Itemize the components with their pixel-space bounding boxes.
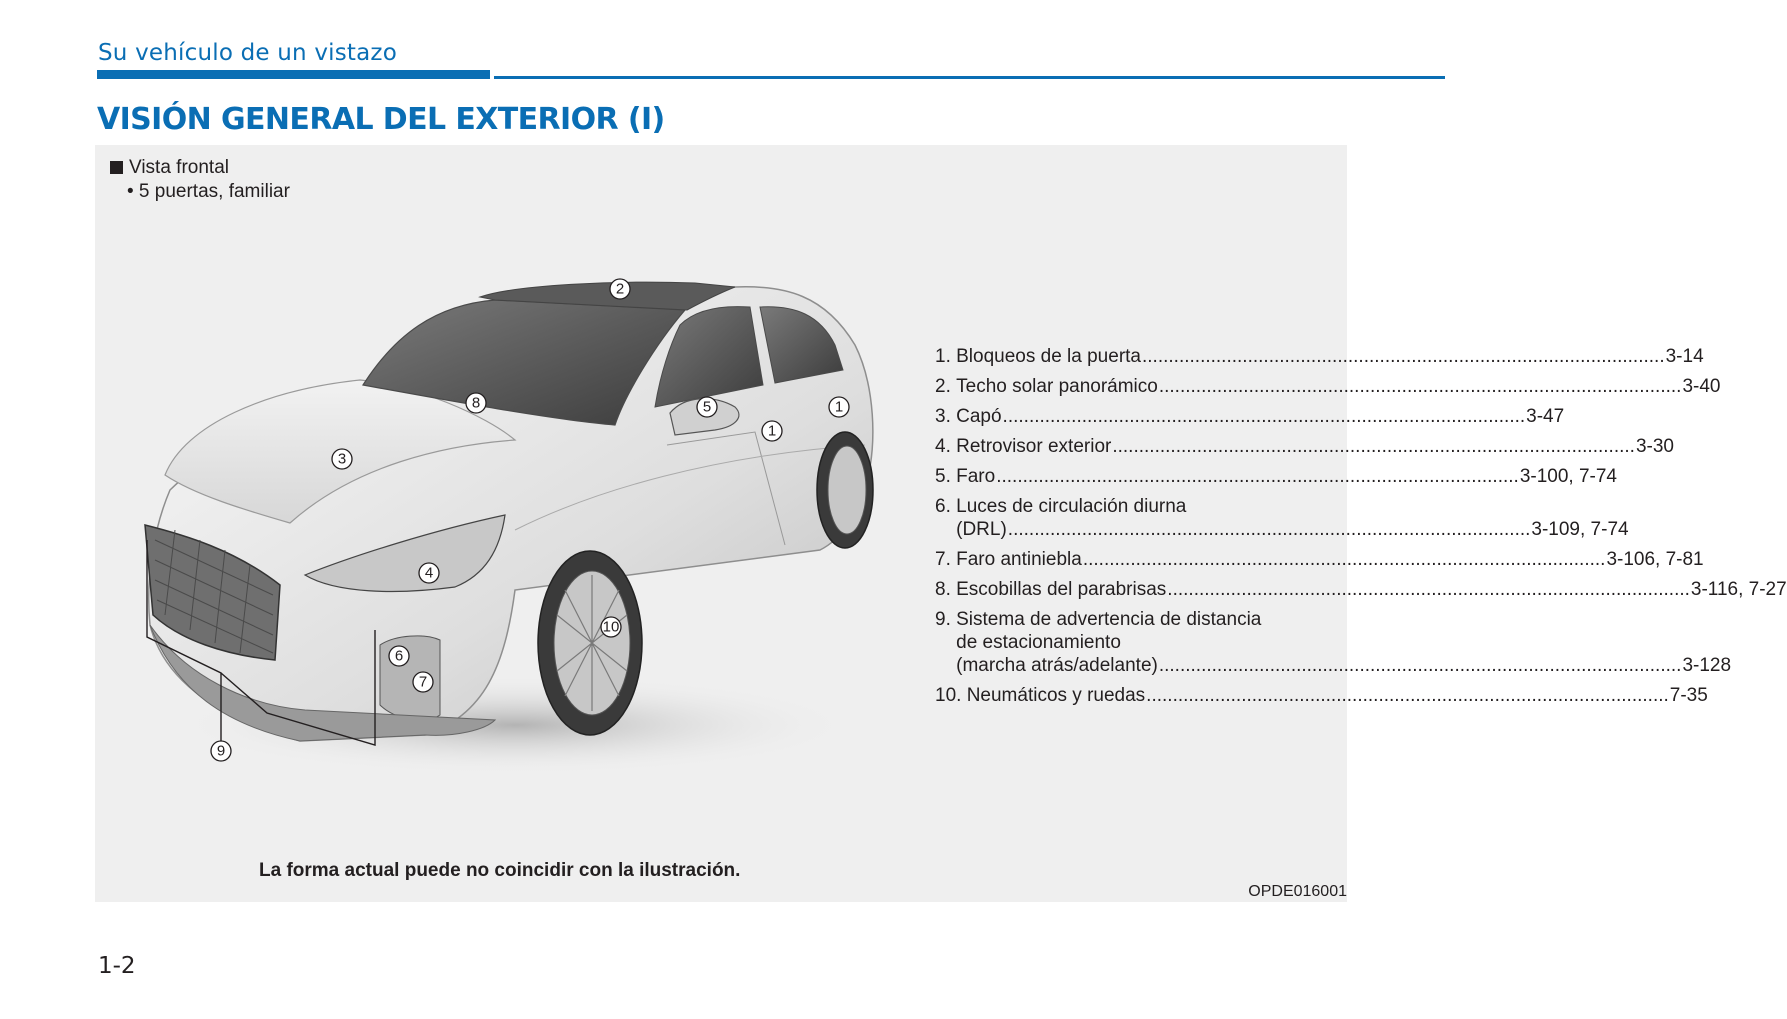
legend-item: 5. Faro ..... 3-100, 7-74 [935, 465, 1341, 488]
svg-text:1: 1 [834, 398, 844, 416]
legend-item: 7. Faro antiniebla ..... 3-106, 7-81 [935, 548, 1341, 571]
callout-5 [419, 563, 439, 583]
legend-item: 9. Sistema de advertencia de distancia de estacionamiento (marcha atrás/adelante) ..... 3-128 [935, 608, 1341, 677]
car-illustration [95, 145, 895, 845]
callout-8 [466, 393, 486, 413]
view-label: Vista frontal [110, 157, 229, 179]
figure-caption: La forma actual puede no coincidir con la ilustración. [259, 860, 741, 881]
svg-text:1: 1 [767, 422, 777, 440]
callout-2 [610, 279, 630, 299]
legend-item: 4. Retrovisor exterior ..... 3-30 [935, 435, 1341, 458]
svg-text:3: 3 [337, 450, 347, 468]
section-label: Su vehículo de un vistazo [98, 40, 397, 66]
svg-text:5: 5 [702, 398, 712, 416]
rear-rim [828, 446, 866, 534]
legend-item: 2. Techo solar panorámico ..... 3-40 [935, 375, 1341, 398]
svg-text:4: 4 [424, 564, 434, 582]
svg-text:9: 9 [216, 742, 226, 760]
page-title: VISIÓN GENERAL DEL EXTERIOR (I) [97, 102, 665, 137]
callout-7 [413, 672, 433, 692]
page-number: 1-2 [98, 953, 136, 979]
svg-text:10: 10 [602, 618, 620, 636]
svg-text:7: 7 [418, 673, 428, 691]
callout-1-rear [829, 397, 849, 417]
callout-9 [211, 741, 231, 761]
legend-item: 3. Capó ..... 3-47 [935, 405, 1341, 428]
legend-list [935, 345, 1787, 714]
svg-text:2: 2 [615, 280, 625, 298]
header-rule-thin [494, 76, 1445, 79]
callout-10 [601, 617, 621, 637]
legend-item: 8. Escobillas del parabrisas ..... 3-116, 7-27 [935, 578, 1341, 601]
svg-text:8: 8 [471, 394, 481, 412]
legend-item: 10. Neumáticos y ruedas ..... 7-35 [935, 684, 1341, 707]
figure-panel [95, 145, 1787, 902]
callout-6 [389, 646, 409, 666]
callout-4 [697, 397, 717, 417]
body-type-label: • 5 puertas, familiar [127, 181, 290, 202]
callout-1-door [762, 421, 782, 441]
header-rule-thick [97, 70, 490, 79]
legend-item: 1. Bloqueos de la puerta ..... 3-14 [935, 345, 1341, 368]
callout-3 [332, 449, 352, 469]
figure-code: OPDE016001 [1248, 883, 1347, 900]
legend-item: 6. Luces de circulación diurna (DRL) ..... 3-109, 7-74 [935, 495, 1341, 541]
svg-text:6: 6 [394, 647, 404, 665]
